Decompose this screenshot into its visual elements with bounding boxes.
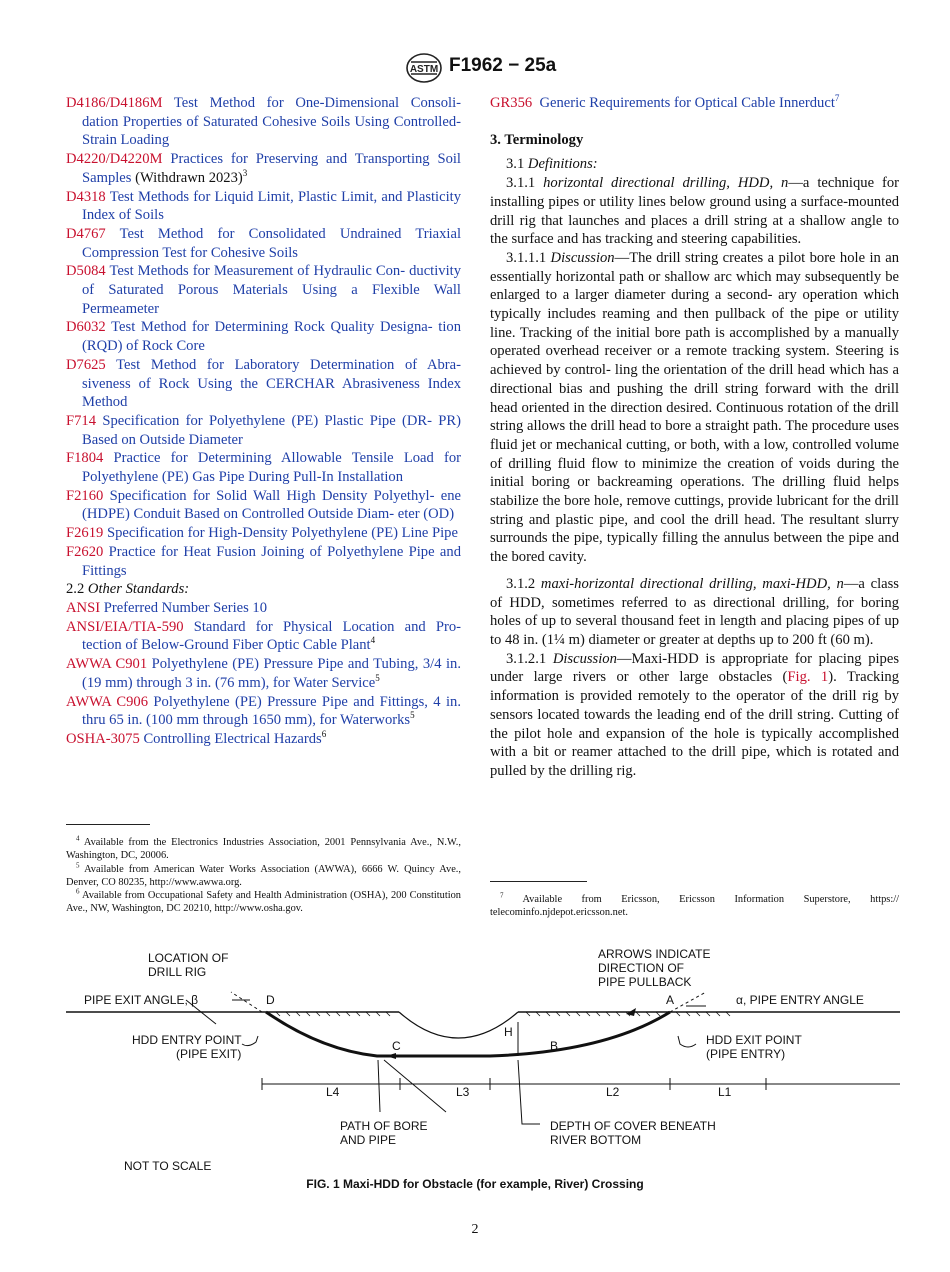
dim-l1: L1	[718, 1085, 732, 1099]
reference-footnote-mark: 4	[370, 635, 376, 646]
point-b: B	[550, 1039, 559, 1053]
reference-note: (Withdrawn 2023)	[131, 169, 243, 186]
document-id: F1962 − 25a	[449, 55, 557, 76]
reference-code[interactable]: F714	[66, 412, 97, 429]
label-pipe-entry-angle: α, PIPE ENTRY ANGLE	[736, 993, 864, 1007]
point-a: A	[666, 993, 675, 1007]
label-hdd-entry-1: HDD ENTRY POINT	[132, 1033, 242, 1047]
reference-title[interactable]: Controlling Electrical Hazards	[143, 730, 322, 747]
reference-item[interactable]	[66, 543, 461, 580]
reference-code[interactable]: D4186/D4186M	[66, 95, 163, 111]
footnote: $^6$ Available from Occupational Safety and Health Administration (OSHA), 200 Constitution Ave., NW, Washington, DC 20210, http://www.osha.gov.	[66, 887, 461, 915]
reference-title[interactable]: Test Methods for Liquid Limit, Plastic Limit, and Plasticity Index of Soils	[82, 188, 461, 224]
bore-path	[266, 1012, 670, 1056]
reference-title[interactable]: Specification for Polyethylene (PE) Plastic Pipe (DR- PR) Based on Outside Diameter	[82, 412, 461, 448]
reference-code[interactable]: ANSI	[66, 599, 101, 616]
left-footnotes	[66, 836, 461, 916]
reference-code[interactable]: F2619	[66, 525, 104, 542]
dim-l2: L2	[606, 1085, 620, 1099]
reference-code[interactable]: D6032	[66, 319, 106, 336]
reference-item[interactable]	[66, 655, 461, 692]
label-path-of-bore-2: AND PIPE	[340, 1133, 397, 1147]
astm-logo	[405, 52, 443, 84]
reference-item[interactable]	[66, 618, 461, 655]
fig-1-link[interactable]: Fig. 1	[787, 669, 829, 686]
svg-text:ASTM: ASTM	[409, 64, 439, 75]
reference-item[interactable]	[66, 262, 461, 318]
footnote: $^4$ Available from the Electronics Industries Association, 2001 Pennsylvania Ave., N.W., Washington, DC, 20006.	[66, 834, 461, 862]
reference-item[interactable]	[66, 693, 461, 730]
reference-footnote-mark: 5	[375, 672, 380, 683]
label-not-to-scale: NOT TO SCALE	[124, 1159, 212, 1173]
reference-title[interactable]: Polyethylene (PE) Pressure Pipe and Tubing, 3/4 in. (19 mm) through 3 in. (76 mm), for Water Service	[82, 656, 461, 691]
point-d: D	[266, 993, 275, 1007]
reference-title[interactable]: Practices for Preserving and Transporting Soil Samples	[82, 151, 461, 186]
reference-code[interactable]: D4767	[66, 225, 106, 242]
reference-title[interactable]: Polyethylene (PE) Pressure Pipe and Fittings, 4 in. thru 65 in. (100 mm through 1650 mm), for Waterworks	[82, 693, 461, 729]
left-column	[66, 94, 461, 749]
reference-title[interactable]: Test Method for Determining Rock Quality Designa- tion (RQD) of Rock Core	[82, 319, 461, 355]
reference-item[interactable]	[66, 150, 461, 187]
reference-code[interactable]: F2620	[66, 543, 104, 560]
label-arrows-2: DIRECTION OF	[598, 961, 684, 975]
reference-title[interactable]: Standard for Physical Location and Pro- tection of Below-Ground Fiber Optic Cable Plant	[82, 618, 461, 654]
figure-1-diagram	[66, 940, 900, 1180]
reference-item[interactable]	[66, 188, 461, 225]
label-depth-of-cover-1: DEPTH OF COVER BENEATH	[550, 1119, 716, 1133]
footnote-rule-right	[490, 881, 587, 882]
reference-title[interactable]: Test Methods for Measurement of Hydraulic Con- ductivity of Saturated Porous Materials Using a Flexible Wall Permeameter	[82, 263, 461, 317]
reference-code[interactable]: D4318	[66, 188, 106, 205]
point-h: H	[504, 1025, 513, 1039]
reference-gr356[interactable]: GR356 Generic Requirements for Optical Cable Innerduct$^7$	[490, 93, 840, 111]
label-arrows-1: ARROWS INDICATE	[598, 947, 711, 961]
other-standards-heading: 2.2 Other Standards:	[66, 581, 190, 598]
right-column	[490, 94, 899, 781]
discussion-hdd: 3.1.1.1 Discussion—The drill string creates a pilot bore hole in an essentially horizontal path or shallow arc which may subsequently be enlarged to a larger diameter during a second- ary operation which typically includes reaming and then pullback of the pipe or utility line. Tracking of the initial bore path is accomplished by a manually operated overhead receiver or a remote tracking system. Steering is achieved by control- ling the orientation of the drill head which has a directional bias and pushing the drill string forward with the drill head oriented in the direction desired. Continuous rotation of the drill string allows the drill head to bore a straight path. The procedure uses fluid jet or mechanical cutting, or both, with a low, controlled volume of drilling fluid flow to minimize the creation of voids during the initial boring or backreaming operations. The drilling fluid helps stabilize the bore hole, remove cuttings, provide lubricant for the drill string and plastic pipe, and cool the drill head. The resultant slurry surrounds the pipe, typically filling the annulus between the pipe and the bored cavity.	[490, 249, 899, 566]
reference-title[interactable]: Test Method for Consolidated Undrained Triaxial Compression Test for Cohesive Soils	[82, 225, 461, 261]
reference-code[interactable]: D4220/D4220M	[66, 151, 163, 168]
label-location-drill-rig-2: DRILL RIG	[148, 965, 207, 979]
footnote-rule-left	[66, 824, 150, 825]
page-number: 2	[471, 1222, 479, 1237]
reference-code[interactable]: OSHA-3075	[66, 730, 140, 747]
label-arrows-3: PIPE PULLBACK	[598, 975, 692, 989]
reference-code[interactable]: ANSI/EIA/TIA-590	[66, 618, 184, 635]
reference-item[interactable]	[66, 356, 461, 412]
label-location-drill-rig-1: LOCATION OF	[148, 951, 229, 965]
reference-item[interactable]	[66, 487, 461, 524]
reference-title[interactable]: Test Method for One-Dimensional Consoli- dation Properties of Saturated Cohesive Soils Using Controlled-Strain Loading	[82, 95, 461, 149]
reference-footnote-mark: 5	[410, 710, 415, 721]
definitions-subheading: 3.1 Definitions:	[506, 156, 598, 173]
footnote: $^5$ Available from American Water Works Association (AWWA), 6666 W. Quincy Ave., Denver, CO 80235, http://www.awwa.org.	[66, 861, 462, 888]
reference-code[interactable]: D5084	[66, 263, 106, 280]
reference-title[interactable]: Practice for Determining Allowable Tensile Load for Polyethylene (PE) Gas Pipe During Pull-In Installation	[82, 450, 461, 486]
right-footnote: $^7$ Available from Ericsson, Ericsson Information Superstore, https:// telecominfo.njdepot.ericsson.net.	[490, 891, 899, 919]
label-depth-of-cover-2: RIVER BOTTOM	[550, 1133, 642, 1147]
label-hdd-entry-2: (PIPE EXIT)	[176, 1047, 242, 1061]
reference-footnote-mark: 6	[321, 729, 327, 740]
reference-title[interactable]: Practice for Heat Fusion Joining of Polyethylene Pipe and Fittings	[82, 543, 461, 579]
reference-item[interactable]	[66, 599, 461, 618]
label-hdd-exit-2: (PIPE ENTRY)	[706, 1047, 786, 1061]
reference-item[interactable]	[66, 412, 461, 449]
river-bed	[399, 1012, 518, 1038]
discussion-maxi-hdd: 3.1.2.1 Discussion—Maxi-HDD is appropriate for placing pipes under large rivers or other large obstacles (Fig. 1). Tracking information is provided remotely to the operator of the drill rig by sensors located towards the leading end of the drill string. Cutting of the pilot hole and expansion of the hole is typically accomplished with a bit or reamer attached to the drill pipe, which is rotated and pulled by the drilling rig.	[490, 650, 900, 779]
reference-code[interactable]: AWWA C901	[66, 656, 148, 673]
reference-code[interactable]: F1804	[66, 450, 104, 467]
label-path-of-bore-1: PATH OF BORE	[340, 1119, 428, 1133]
reference-item[interactable]	[66, 449, 461, 486]
figure-caption: FIG. 1 Maxi-HDD for Obstacle (for example, River) Crossing	[306, 1177, 644, 1191]
dim-l4: L4	[326, 1085, 340, 1099]
reference-code[interactable]: F2160	[66, 487, 104, 504]
label-hdd-exit-1: HDD EXIT POINT	[706, 1033, 802, 1047]
reference-item[interactable]	[66, 94, 461, 150]
reference-item[interactable]	[66, 225, 461, 262]
reference-code[interactable]: AWWA C906	[66, 693, 149, 710]
terminology-heading: 3. Terminology	[490, 131, 584, 148]
reference-item[interactable]	[66, 524, 461, 543]
reference-item[interactable]	[66, 318, 461, 355]
label-pipe-exit-angle: PIPE EXIT ANGLE, β	[84, 993, 199, 1007]
reference-title[interactable]: Specification for High-Density Polyethylene (PE) Line Pipe	[106, 525, 458, 542]
reference-title[interactable]: Test Method for Laboratory Determination of Abra- siveness of Rock Using the CERCHAR Abrasiveness Index Method	[82, 356, 462, 411]
reference-item[interactable]	[66, 730, 461, 749]
definition-hdd: 3.1.1 horizontal directional drilling, HDD, n—a technique for installing pipes or utility lines below ground using a surface-mounted drill rig that launches and places a drill string at a shallow angle to the surface and has tracking and steering capabilities.	[490, 175, 899, 248]
definition-maxi-hdd: 3.1.2 maxi-horizontal directional drilling, maxi-HDD, n—a class of HDD, sometimes referred to as directional drilling, for boring holes of up to several thousand feet in length and placing pipes of up to 48 in. (1¼ m) diameter or greater at depths up to 200 ft (60 m).	[490, 575, 899, 648]
reference-code[interactable]: D7625	[66, 356, 106, 373]
point-c: C	[392, 1039, 401, 1053]
reference-title[interactable]: Preferred Number Series 10	[103, 599, 268, 616]
reference-title[interactable]: Specification for Solid Wall High Density Polyethyl- ene (HDPE) Conduit Based on Controlled Outside Diam- eter (OD)	[82, 487, 461, 523]
reference-footnote-mark: 3	[242, 167, 248, 178]
dim-l3: L3	[456, 1085, 470, 1099]
